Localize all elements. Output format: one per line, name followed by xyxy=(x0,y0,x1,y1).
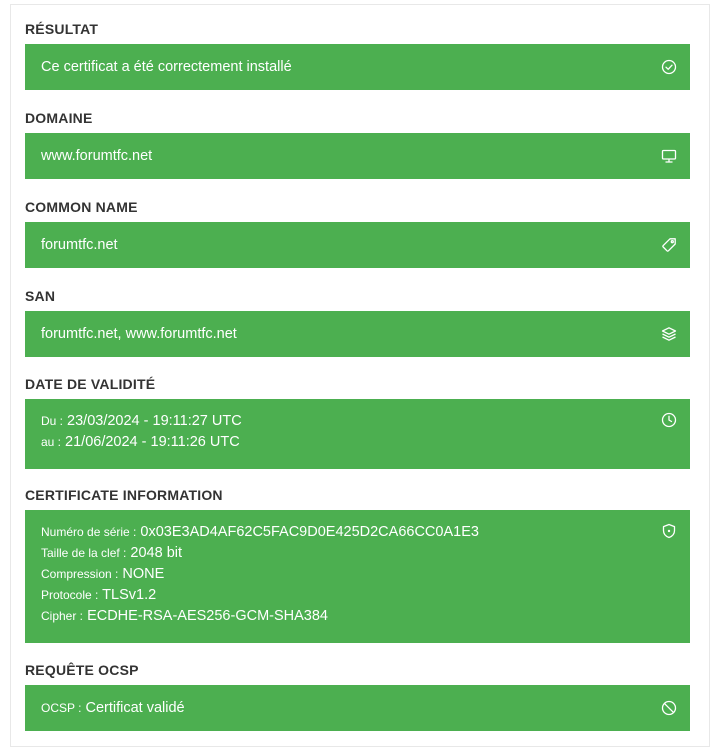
cert-info-row xyxy=(41,522,642,543)
cert-info-row-key: Protocole : xyxy=(41,588,99,602)
ocsp-key: OCSP : xyxy=(41,700,82,715)
validite-du-value: 23/03/2024 - 19:11:27 UTC xyxy=(67,413,242,429)
ocsp-value: Certificat validé xyxy=(85,699,185,716)
section-resultat xyxy=(25,20,690,90)
cert-info-row-value: 0x03E3AD4AF62C5FAC9D0E425D2CA66CC0A1E3 xyxy=(140,524,479,540)
validite-au-line xyxy=(41,432,642,453)
domaine-box xyxy=(25,133,690,179)
tag-icon xyxy=(661,237,677,253)
clock-icon xyxy=(661,412,677,428)
ban-icon xyxy=(661,700,677,716)
domaine-label: DOMAINE xyxy=(25,110,93,126)
validite-du-line xyxy=(41,411,642,432)
san-value: forumtfc.net, www.forumtfc.net xyxy=(41,326,237,342)
resultat-value: Ce certificat a été correctement installé xyxy=(41,59,292,75)
cert-info-row-key: Cipher : xyxy=(41,609,84,623)
validite-au-key: au : xyxy=(41,435,62,449)
section-common-name xyxy=(25,198,690,268)
validite-box xyxy=(25,399,690,469)
monitor-icon xyxy=(661,148,677,164)
ocsp-line xyxy=(41,698,185,719)
domaine-value: www.forumtfc.net xyxy=(41,148,153,164)
ocsp-box xyxy=(25,685,690,731)
san-label: SAN xyxy=(25,288,56,304)
cert-info-box xyxy=(25,510,690,643)
resultat-label: RÉSULTAT xyxy=(25,21,99,37)
resultat-box xyxy=(25,44,690,90)
shield-icon xyxy=(661,523,677,539)
cert-info-row-value: ECDHE-RSA-AES256-GCM-SHA384 xyxy=(87,608,328,624)
section-ocsp xyxy=(25,661,690,731)
ocsp-label: REQUÊTE OCSP xyxy=(25,662,139,678)
section-san xyxy=(25,287,690,357)
check-circle-icon xyxy=(661,59,677,75)
cert-info-row xyxy=(41,543,642,564)
cert-info-row-key: Compression : xyxy=(41,567,119,581)
section-validite xyxy=(25,375,690,469)
section-domaine xyxy=(25,109,690,179)
cert-info-row-key: Taille de la clef : xyxy=(41,546,127,560)
common-name-box xyxy=(25,222,690,268)
common-name-label: COMMON NAME xyxy=(25,199,138,215)
validite-label: DATE DE VALIDITÉ xyxy=(25,376,156,392)
cert-info-row-value: 2048 bit xyxy=(130,545,183,561)
cert-info-row-value: NONE xyxy=(122,566,165,582)
cert-info-row xyxy=(41,564,642,585)
cert-info-row-value: TLSv1.2 xyxy=(102,587,157,603)
section-cert-info xyxy=(25,486,690,643)
san-box xyxy=(25,311,690,357)
layers-icon xyxy=(661,326,677,342)
cert-info-row xyxy=(41,585,642,606)
cert-info-row-key: Numéro de série : xyxy=(41,525,137,539)
validite-du-key: Du : xyxy=(41,414,64,428)
cert-info-label: CERTIFICATE INFORMATION xyxy=(25,487,223,503)
cert-info-row xyxy=(41,606,642,627)
validite-au-value: 21/06/2024 - 19:11:26 UTC xyxy=(65,434,240,450)
common-name-value: forumtfc.net xyxy=(41,237,118,253)
